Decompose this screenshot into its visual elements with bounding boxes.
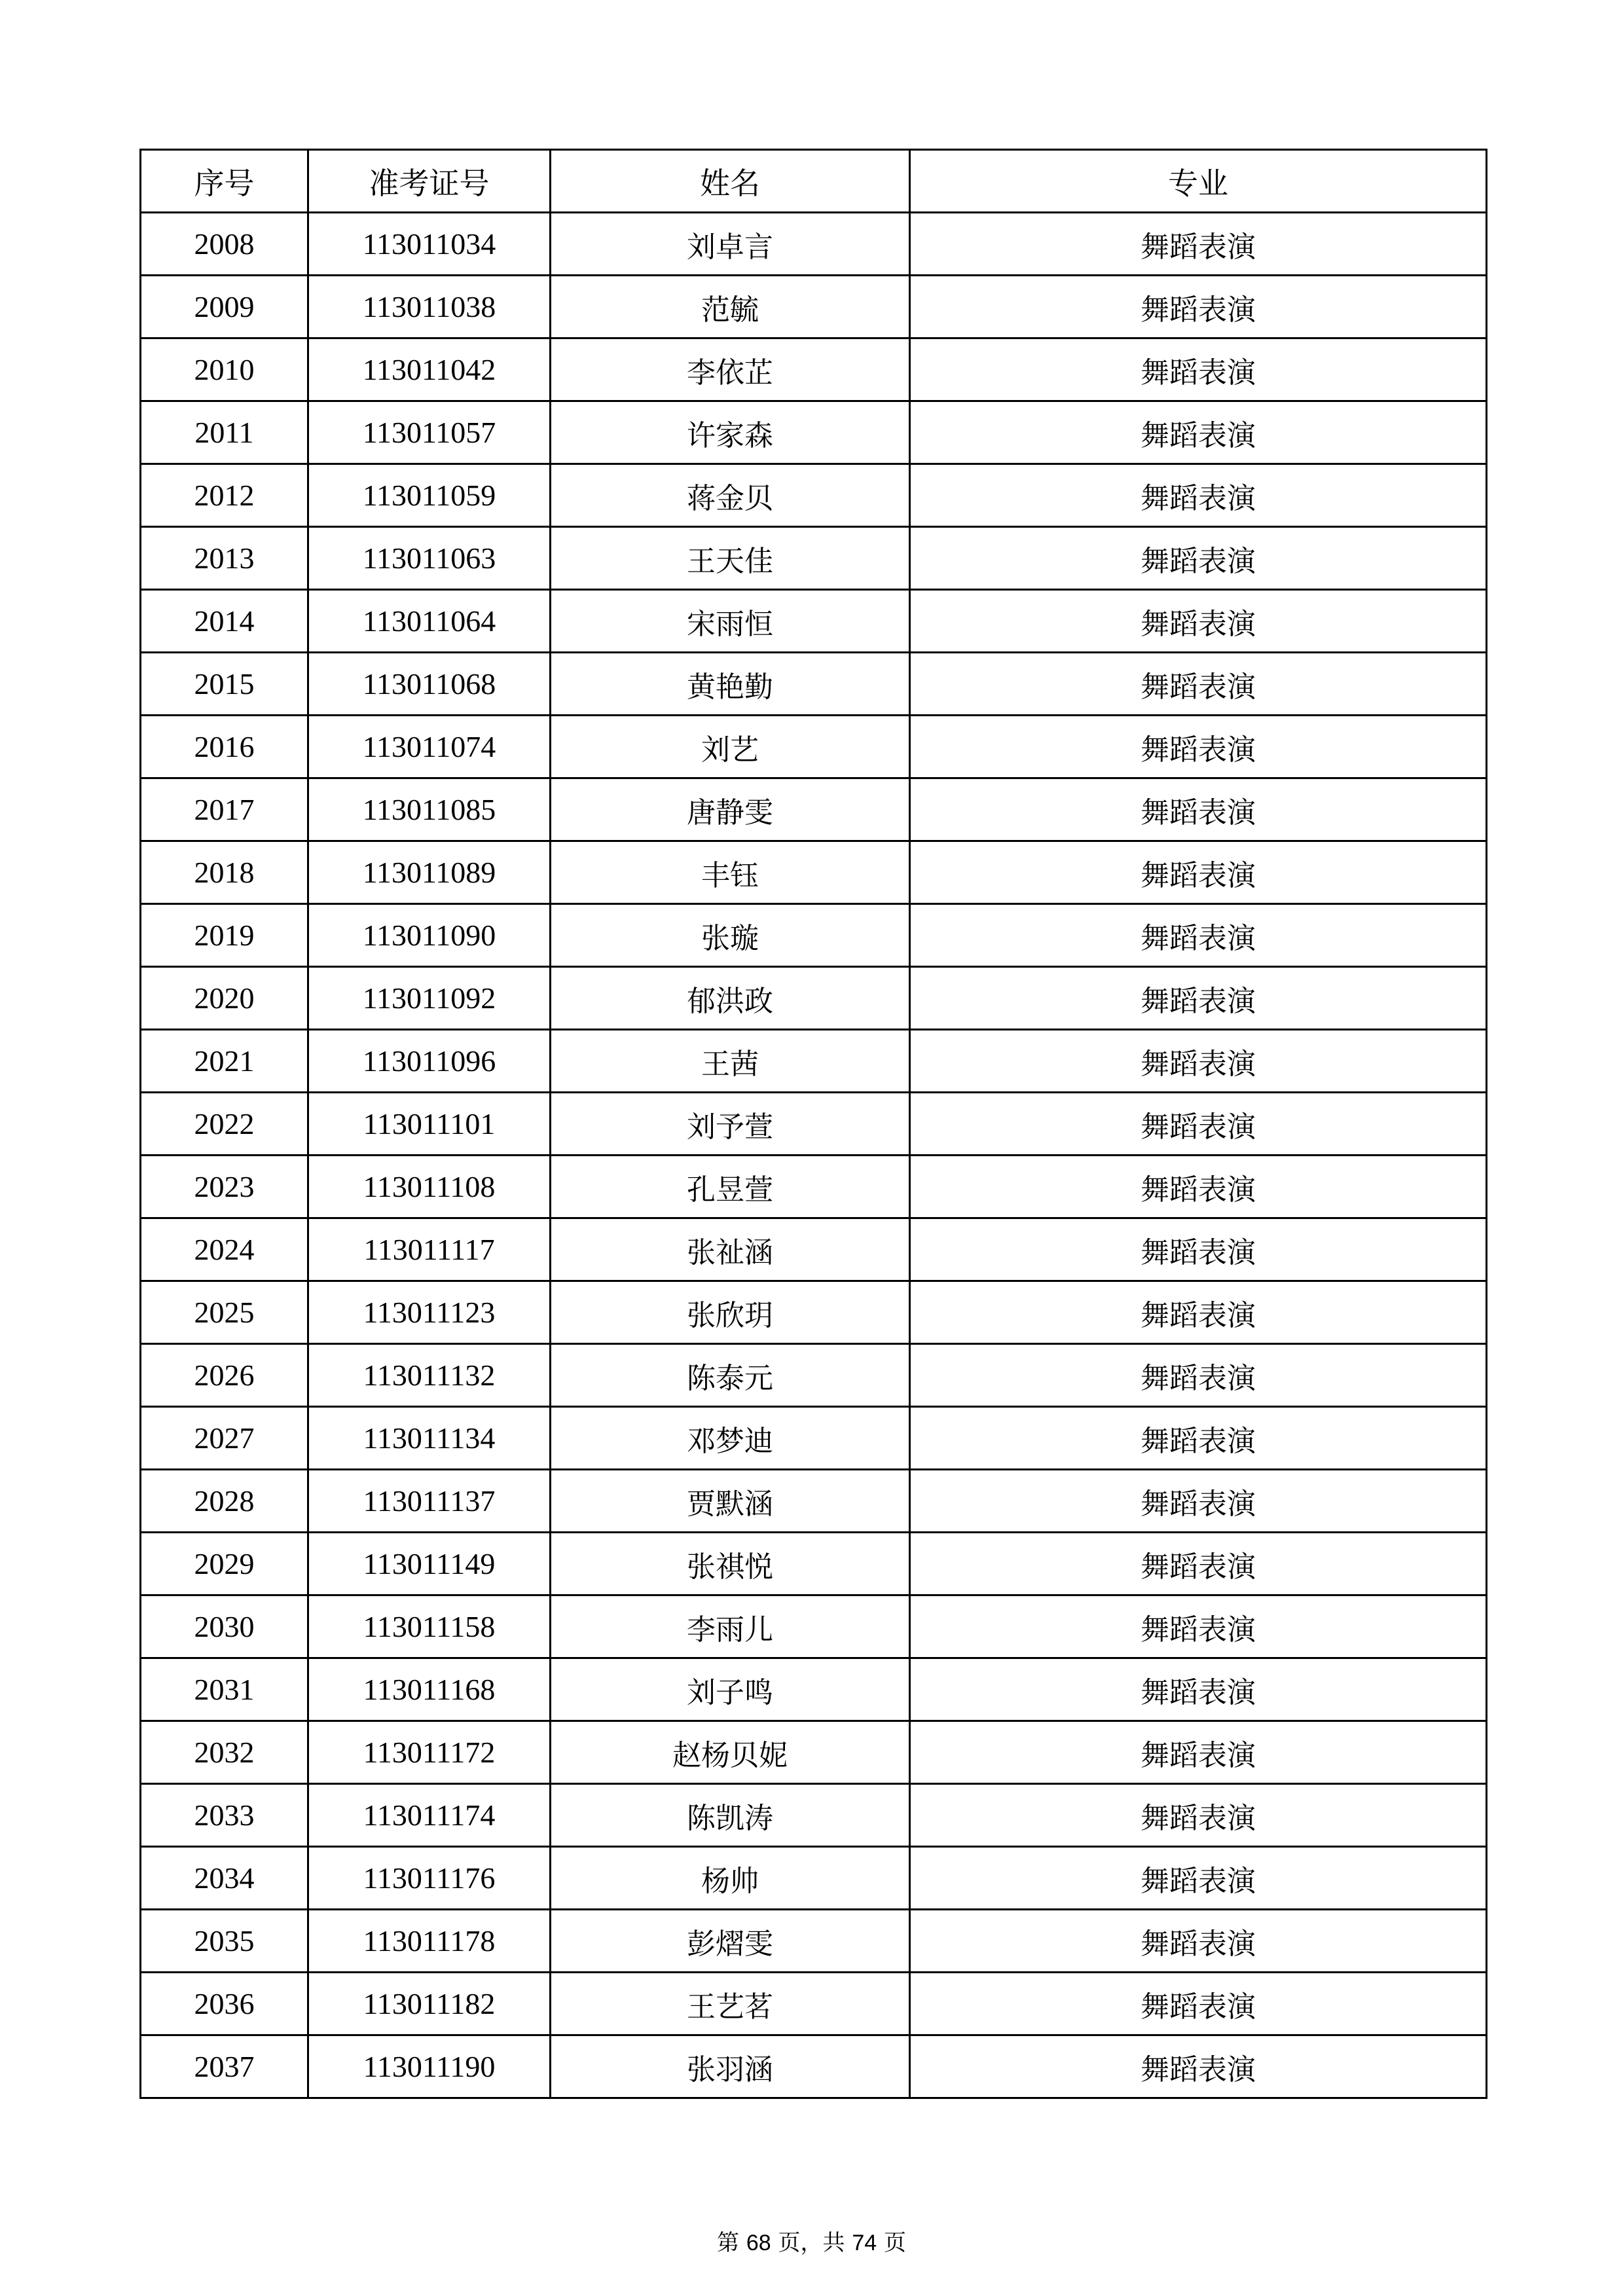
table-row xyxy=(141,464,1487,527)
cell-major: 舞蹈表演 xyxy=(910,1784,1487,1847)
header-major: 专业 xyxy=(910,150,1487,213)
cell-exam-ticket-number: 113011178 xyxy=(308,1910,551,1973)
cell-exam-ticket-number: 113011149 xyxy=(308,1533,551,1595)
cell-major: 舞蹈表演 xyxy=(910,904,1487,967)
table-row xyxy=(141,1721,1487,1784)
cell-exam-ticket-number: 113011063 xyxy=(308,527,551,590)
cell-exam-ticket-number: 113011158 xyxy=(308,1595,551,1658)
cell-name: 李依芷 xyxy=(551,338,910,401)
cell-exam-ticket-number: 113011134 xyxy=(308,1407,551,1470)
header-exam-ticket-number: 准考证号 xyxy=(308,150,551,213)
cell-major: 舞蹈表演 xyxy=(910,1156,1487,1218)
table-row xyxy=(141,1533,1487,1595)
cell-exam-ticket-number: 113011034 xyxy=(308,213,551,276)
cell-exam-ticket-number: 113011137 xyxy=(308,1470,551,1533)
cell-major: 舞蹈表演 xyxy=(910,967,1487,1030)
table-row xyxy=(141,1658,1487,1721)
table-row xyxy=(141,967,1487,1030)
cell-major: 舞蹈表演 xyxy=(910,338,1487,401)
cell-serial-number: 2017 xyxy=(141,778,308,841)
cell-exam-ticket-number: 113011074 xyxy=(308,716,551,778)
cell-exam-ticket-number: 113011085 xyxy=(308,778,551,841)
cell-serial-number: 2014 xyxy=(141,590,308,653)
cell-exam-ticket-number: 113011132 xyxy=(308,1344,551,1407)
cell-name: 孔昱萱 xyxy=(551,1156,910,1218)
cell-exam-ticket-number: 113011101 xyxy=(308,1093,551,1156)
cell-exam-ticket-number: 113011059 xyxy=(308,464,551,527)
admission-list-table xyxy=(139,149,1487,2099)
table-row xyxy=(141,2035,1487,2098)
cell-serial-number: 2031 xyxy=(141,1658,308,1721)
cell-name: 张祺悦 xyxy=(551,1533,910,1595)
cell-name: 杨帅 xyxy=(551,1847,910,1910)
table-row xyxy=(141,401,1487,464)
footer-total-pages: 74 xyxy=(852,2231,877,2255)
cell-name: 陈泰元 xyxy=(551,1344,910,1407)
cell-name: 张羽涵 xyxy=(551,2035,910,2098)
table-row xyxy=(141,904,1487,967)
table-row xyxy=(141,1281,1487,1344)
footer-current-page: 68 xyxy=(746,2231,771,2255)
cell-serial-number: 2037 xyxy=(141,2035,308,2098)
cell-major: 舞蹈表演 xyxy=(910,1093,1487,1156)
cell-serial-number: 2025 xyxy=(141,1281,308,1344)
cell-name: 唐静雯 xyxy=(551,778,910,841)
cell-exam-ticket-number: 113011068 xyxy=(308,653,551,716)
table-row xyxy=(141,1030,1487,1093)
cell-serial-number: 2029 xyxy=(141,1533,308,1595)
cell-serial-number: 2019 xyxy=(141,904,308,967)
cell-exam-ticket-number: 113011064 xyxy=(308,590,551,653)
cell-major: 舞蹈表演 xyxy=(910,778,1487,841)
cell-serial-number: 2018 xyxy=(141,841,308,904)
cell-name: 张璇 xyxy=(551,904,910,967)
footer-suffix: 页 xyxy=(877,2230,906,2256)
cell-name: 宋雨恒 xyxy=(551,590,910,653)
cell-major: 舞蹈表演 xyxy=(910,1595,1487,1658)
footer-middle: 页，共 xyxy=(771,2230,852,2256)
cell-name: 王天佳 xyxy=(551,527,910,590)
header-row xyxy=(141,150,1487,213)
table-row xyxy=(141,1470,1487,1533)
cell-exam-ticket-number: 113011096 xyxy=(308,1030,551,1093)
table-row xyxy=(141,1344,1487,1407)
cell-serial-number: 2034 xyxy=(141,1847,308,1910)
cell-serial-number: 2020 xyxy=(141,967,308,1030)
cell-major: 舞蹈表演 xyxy=(910,276,1487,338)
cell-serial-number: 2027 xyxy=(141,1407,308,1470)
cell-serial-number: 2036 xyxy=(141,1973,308,2035)
table-row xyxy=(141,1847,1487,1910)
cell-serial-number: 2022 xyxy=(141,1093,308,1156)
cell-exam-ticket-number: 113011057 xyxy=(308,401,551,464)
cell-major: 舞蹈表演 xyxy=(910,716,1487,778)
cell-name: 蒋金贝 xyxy=(551,464,910,527)
cell-major: 舞蹈表演 xyxy=(910,590,1487,653)
cell-exam-ticket-number: 113011038 xyxy=(308,276,551,338)
cell-name: 刘卓言 xyxy=(551,213,910,276)
cell-serial-number: 2033 xyxy=(141,1784,308,1847)
cell-serial-number: 2013 xyxy=(141,527,308,590)
cell-major: 舞蹈表演 xyxy=(910,401,1487,464)
cell-serial-number: 2028 xyxy=(141,1470,308,1533)
table-row xyxy=(141,590,1487,653)
table-row xyxy=(141,1595,1487,1658)
cell-major: 舞蹈表演 xyxy=(910,1281,1487,1344)
table-row xyxy=(141,1784,1487,1847)
cell-major: 舞蹈表演 xyxy=(910,1218,1487,1281)
cell-name: 王茜 xyxy=(551,1030,910,1093)
table-row xyxy=(141,213,1487,276)
cell-name: 刘子鸣 xyxy=(551,1658,910,1721)
cell-exam-ticket-number: 113011089 xyxy=(308,841,551,904)
table-row xyxy=(141,527,1487,590)
cell-name: 李雨儿 xyxy=(551,1595,910,1658)
table-row xyxy=(141,841,1487,904)
table-body xyxy=(141,213,1487,2098)
cell-major: 舞蹈表演 xyxy=(910,213,1487,276)
cell-major: 舞蹈表演 xyxy=(910,1973,1487,2035)
cell-serial-number: 2016 xyxy=(141,716,308,778)
table-row xyxy=(141,276,1487,338)
cell-serial-number: 2021 xyxy=(141,1030,308,1093)
cell-exam-ticket-number: 113011117 xyxy=(308,1218,551,1281)
cell-exam-ticket-number: 113011172 xyxy=(308,1721,551,1784)
cell-name: 郁洪政 xyxy=(551,967,910,1030)
cell-exam-ticket-number: 113011190 xyxy=(308,2035,551,2098)
cell-serial-number: 2009 xyxy=(141,276,308,338)
table-row xyxy=(141,1973,1487,2035)
cell-major: 舞蹈表演 xyxy=(910,1533,1487,1595)
cell-name: 张祉涵 xyxy=(551,1218,910,1281)
cell-major: 舞蹈表演 xyxy=(910,1847,1487,1910)
cell-exam-ticket-number: 113011182 xyxy=(308,1973,551,2035)
cell-name: 邓梦迪 xyxy=(551,1407,910,1470)
cell-exam-ticket-number: 113011090 xyxy=(308,904,551,967)
cell-serial-number: 2011 xyxy=(141,401,308,464)
footer-prefix: 第 xyxy=(717,2230,746,2256)
table-row xyxy=(141,653,1487,716)
table-row xyxy=(141,1218,1487,1281)
table-row xyxy=(141,1156,1487,1218)
cell-major: 舞蹈表演 xyxy=(910,1658,1487,1721)
cell-major: 舞蹈表演 xyxy=(910,841,1487,904)
table-row xyxy=(141,1093,1487,1156)
cell-exam-ticket-number: 113011108 xyxy=(308,1156,551,1218)
cell-name: 丰钰 xyxy=(551,841,910,904)
cell-serial-number: 2010 xyxy=(141,338,308,401)
cell-major: 舞蹈表演 xyxy=(910,1407,1487,1470)
cell-exam-ticket-number: 113011042 xyxy=(308,338,551,401)
cell-exam-ticket-number: 113011168 xyxy=(308,1658,551,1721)
cell-name: 陈凯涛 xyxy=(551,1784,910,1847)
cell-major: 舞蹈表演 xyxy=(910,1030,1487,1093)
cell-serial-number: 2012 xyxy=(141,464,308,527)
cell-serial-number: 2023 xyxy=(141,1156,308,1218)
cell-name: 许家森 xyxy=(551,401,910,464)
table-row xyxy=(141,778,1487,841)
cell-major: 舞蹈表演 xyxy=(910,1344,1487,1407)
cell-serial-number: 2026 xyxy=(141,1344,308,1407)
cell-serial-number: 2035 xyxy=(141,1910,308,1973)
cell-name: 彭熠雯 xyxy=(551,1910,910,1973)
cell-major: 舞蹈表演 xyxy=(910,2035,1487,2098)
cell-serial-number: 2032 xyxy=(141,1721,308,1784)
cell-serial-number: 2024 xyxy=(141,1218,308,1281)
cell-exam-ticket-number: 113011123 xyxy=(308,1281,551,1344)
table-row xyxy=(141,338,1487,401)
cell-major: 舞蹈表演 xyxy=(910,527,1487,590)
cell-major: 舞蹈表演 xyxy=(910,464,1487,527)
page-footer xyxy=(0,2225,1623,2257)
cell-major: 舞蹈表演 xyxy=(910,1470,1487,1533)
cell-exam-ticket-number: 113011176 xyxy=(308,1847,551,1910)
cell-major: 舞蹈表演 xyxy=(910,1910,1487,1973)
cell-name: 王艺茗 xyxy=(551,1973,910,2035)
cell-name: 黄艳勤 xyxy=(551,653,910,716)
cell-exam-ticket-number: 113011092 xyxy=(308,967,551,1030)
cell-name: 刘予萱 xyxy=(551,1093,910,1156)
cell-name: 刘艺 xyxy=(551,716,910,778)
cell-name: 范毓 xyxy=(551,276,910,338)
table-row xyxy=(141,1910,1487,1973)
cell-serial-number: 2030 xyxy=(141,1595,308,1658)
cell-exam-ticket-number: 113011174 xyxy=(308,1784,551,1847)
cell-name: 贾默涵 xyxy=(551,1470,910,1533)
cell-serial-number: 2008 xyxy=(141,213,308,276)
cell-name: 赵杨贝妮 xyxy=(551,1721,910,1784)
cell-major: 舞蹈表演 xyxy=(910,653,1487,716)
cell-major: 舞蹈表演 xyxy=(910,1721,1487,1784)
cell-name: 张欣玥 xyxy=(551,1281,910,1344)
cell-serial-number: 2015 xyxy=(141,653,308,716)
header-name: 姓名 xyxy=(551,150,910,213)
table-row xyxy=(141,716,1487,778)
table-row xyxy=(141,1407,1487,1470)
table-header xyxy=(141,150,1487,213)
header-serial-number: 序号 xyxy=(141,150,308,213)
